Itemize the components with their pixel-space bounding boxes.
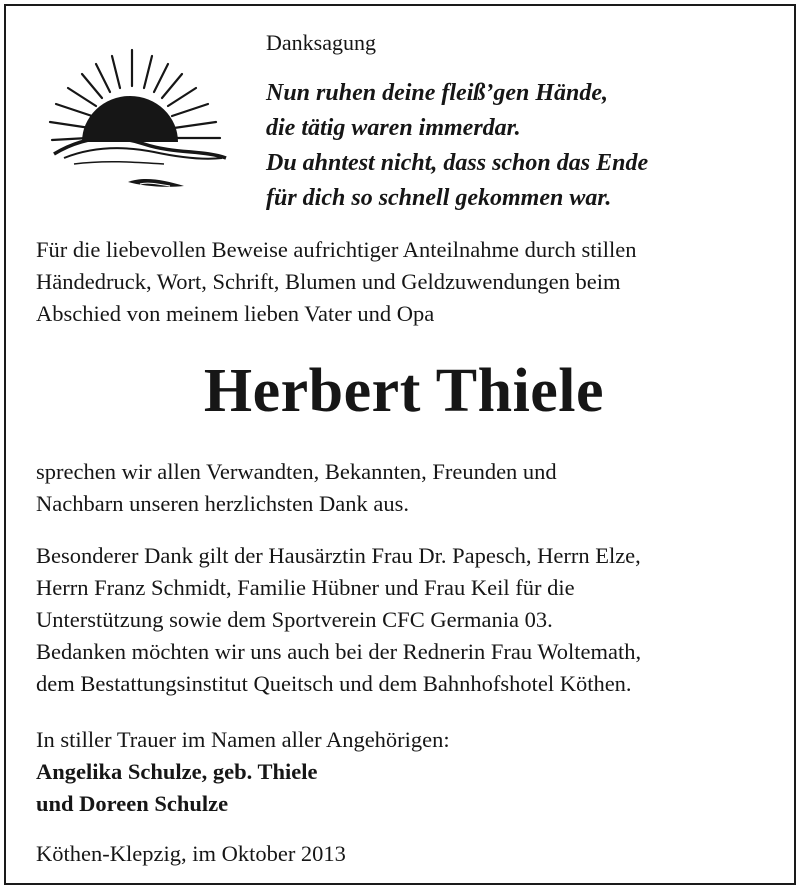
memorial-poem: [266, 76, 648, 216]
text-line: Herrn Franz Schmidt, Familie Hübner und Frau Keil für die: [36, 575, 575, 600]
thanks-paragraph: [36, 456, 557, 520]
poem-line: die tätig waren immerdar.: [266, 115, 521, 141]
text-line: Nachbarn unseren herzlichsten Dank aus.: [36, 491, 409, 516]
intro-paragraph: [36, 234, 636, 330]
deceased-name: Herbert Thiele: [203, 357, 605, 425]
text-line: Abschied von meinem lieben Vater und Opa: [36, 301, 435, 326]
sunset-over-hills-icon: [44, 46, 228, 194]
text-line: Für die liebevollen Beweise aufrichtiger Anteilnahme durch stillen: [36, 237, 637, 262]
text-line: Besonderer Dank gilt der Hausärztin Frau Dr. Papesch, Herrn Elze,: [36, 543, 641, 568]
mourners-intro: In stiller Trauer im Namen aller Angehörigen:: [36, 727, 450, 752]
poem-line: für dich so schnell gekommen war.: [266, 185, 612, 211]
poem-line: Du ahntest nicht, dass schon das Ende: [266, 150, 649, 176]
text-line: Unterstützung sowie dem Sportverein CFC Germania 03.: [36, 607, 553, 632]
text-line: dem Bestattungsinstitut Queitsch und dem Bahnhofshotel Köthen.: [36, 671, 632, 696]
obituary-thank-you-notice: [4, 4, 796, 885]
mourners-block: [36, 724, 450, 820]
poem-line: Nun ruhen deine fleiß’gen Hände,: [266, 80, 609, 106]
mourner-name: Angelika Schulze, geb. Thiele: [36, 759, 318, 784]
mourner-name: und Doreen Schulze: [36, 791, 229, 816]
text-line: Händedruck, Wort, Schrift, Blumen und Geldzuwendungen beim: [36, 269, 621, 294]
text-line: Bedanken möchten wir uns auch bei der Rednerin Frau Woltemath,: [36, 639, 642, 664]
text-line: sprechen wir allen Verwandten, Bekannten, Freunden und: [36, 459, 557, 484]
notice-heading: Danksagung: [266, 30, 376, 55]
place-and-date: Köthen-Klepzig, im Oktober 2013: [36, 841, 346, 866]
special-thanks-paragraph: [36, 540, 641, 700]
